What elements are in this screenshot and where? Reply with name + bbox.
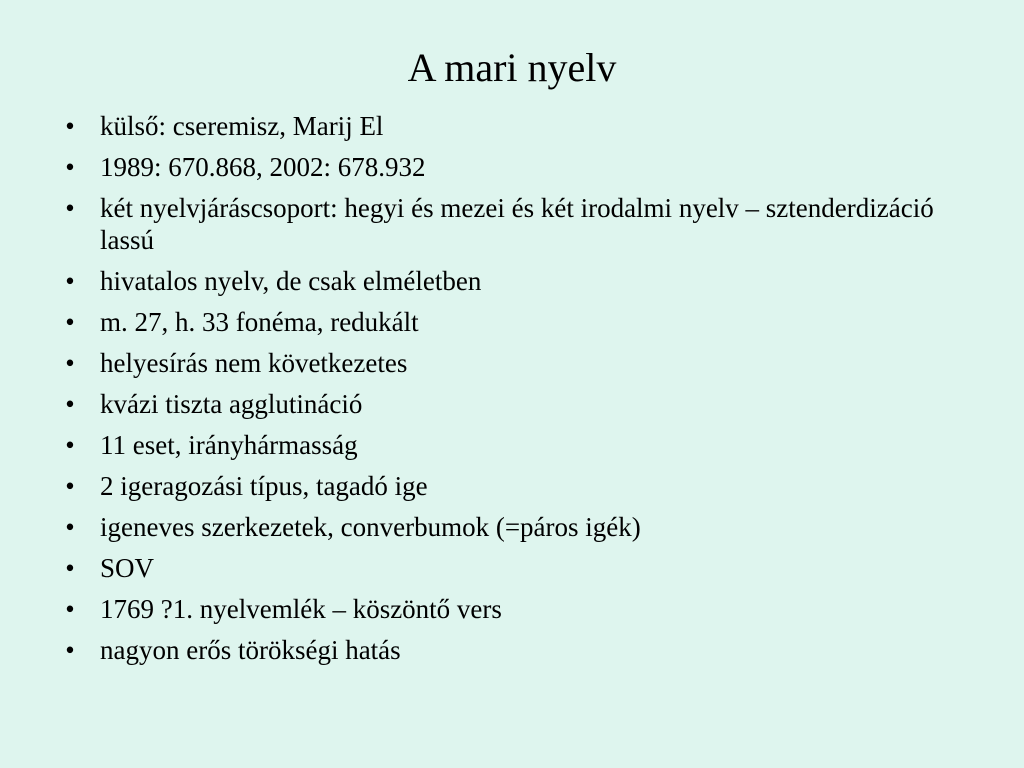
bullet-icon: • (65, 430, 75, 460)
bullet-icon: • (65, 193, 75, 223)
bullet-text: két nyelvjáráscsoport: hegyi és mezei és két irodalmi nyelv – sztenderdizáció lassú (100, 193, 934, 255)
bullet-item (65, 552, 960, 584)
bullet-icon: • (65, 307, 75, 337)
bullet-icon: • (65, 553, 75, 583)
bullet-list (65, 110, 960, 675)
bullet-item (65, 388, 960, 420)
bullet-text: nagyon erős törökségi hatás (100, 635, 401, 665)
bullet-item (65, 192, 960, 256)
bullet-icon: • (65, 512, 75, 542)
bullet-text: m. 27, h. 33 fonéma, redukált (100, 307, 419, 337)
bullet-item (65, 634, 960, 666)
bullet-item (65, 110, 960, 142)
bullet-icon: • (65, 635, 75, 665)
bullet-text: SOV (100, 553, 155, 583)
bullet-text: hivatalos nyelv, de csak elméletben (100, 266, 482, 296)
bullet-item (65, 151, 960, 183)
bullet-icon: • (65, 594, 75, 624)
slide-title: A mari nyelv (407, 45, 617, 90)
bullet-text: 1769 ?1. nyelvemlék – köszöntő vers (100, 594, 502, 624)
bullet-text: 1989: 670.868, 2002: 678.932 (100, 152, 426, 182)
bullet-icon: • (65, 348, 75, 378)
bullet-text: kvázi tiszta agglutináció (100, 389, 363, 419)
bullet-icon: • (65, 111, 75, 141)
bullet-text: külső: cseremisz, Marij El (100, 111, 384, 141)
bullet-text: igeneves szerkezetek, converbumok (=páros igék) (100, 512, 641, 542)
bullet-icon: • (65, 389, 75, 419)
bullet-icon: • (65, 152, 75, 182)
bullet-item (65, 470, 960, 502)
bullet-item (65, 347, 960, 379)
bullet-text: helyesírás nem következetes (100, 348, 408, 378)
bullet-icon: • (65, 266, 75, 296)
bullet-icon: • (65, 471, 75, 501)
bullet-item (65, 593, 960, 625)
bullet-text: 11 eset, irányhármasság (100, 430, 358, 460)
bullet-item (65, 306, 960, 338)
bullet-text: 2 igeragozási típus, tagadó ige (100, 471, 428, 501)
bullet-item (65, 265, 960, 297)
bullet-item (65, 511, 960, 543)
bullet-item (65, 429, 960, 461)
